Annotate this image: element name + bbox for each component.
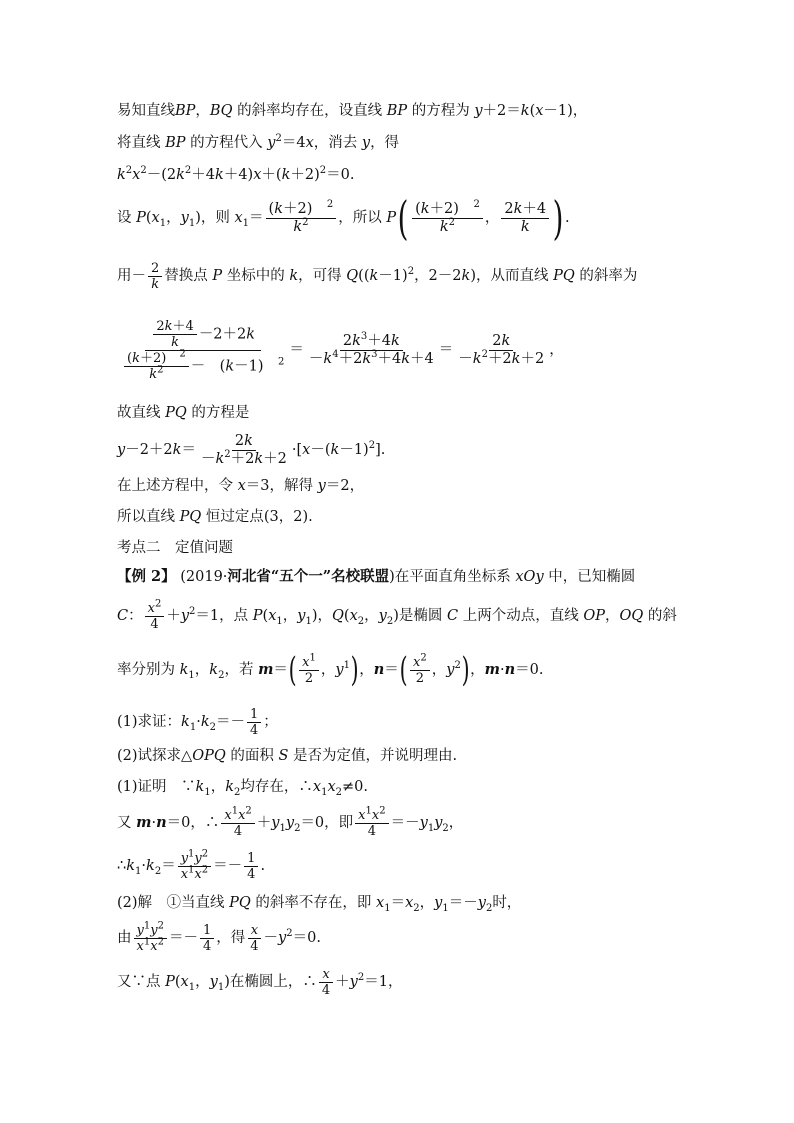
line-8: y－2＋2k＝ $\frac{2k}{-k^2+2k+2}$ $\cdot[x-(k-1)^2]$.: [117, 432, 386, 467]
line-5: 用－ $\frac{2}{k}$ 替换点 P 坐标中的 k，可得 $Q((k-1)^2$，2－2k)，从而直线 PQ 的斜率为: [117, 260, 638, 292]
fraction: $\frac{x}{4}$: [319, 967, 333, 998]
fraction: $\frac{(k+2) ^2}{k^2}$: [124, 351, 189, 382]
line-18: 又 m·n＝0，∴ $\frac{x^1x^2}{4}$ $+y_1y_2=0$，即 $\frac{x^1x^2}{4}$ $=-y_1y_2$，: [117, 805, 464, 839]
fraction: $\frac{(k+2) ^2}{k^2}$: [412, 201, 483, 236]
line-17: (1)证明 $\because k_1$，$k_2$均存在，$\therefore x_1x_2\ne 0$.: [117, 779, 368, 798]
fraction: $\frac{x}{4}$: [247, 923, 261, 954]
fraction: $\frac{2k}{-k^2+2k+2}$: [458, 332, 545, 367]
line-7: 故直线 PQ 的方程是: [117, 405, 250, 421]
fraction: $\frac{(k+2) ^2}{k^2}$: [266, 201, 337, 236]
fraction: $\frac{x^1x^2}{4}$: [221, 808, 254, 839]
fraction: $\frac{x^2}{2}$: [410, 655, 430, 686]
line-14: 率分别为 $k_1$，$k_2$，若 m＝( $\frac{x^1}{2}$ ，$y^1$)，n＝( $\frac{x^2}{2}$ ，$y^2$)，m·n＝0.: [117, 650, 544, 690]
line-9: 在上述方程中，令 x＝3，解得 y＝2，: [117, 478, 365, 494]
fraction: $\frac{2}{k}$: [148, 261, 162, 292]
line-21: 由 $\frac{y^1y^2}{x^1x^2}$ ＝－ $\frac{1}{4}$ ，得 $\frac{x}{4}$ $-y^2=0$.: [117, 920, 321, 954]
fraction: $\frac{x^2}{4}$: [145, 601, 165, 632]
example-2-header: 【例 2】 (2019·河北省“五个一”名校联盟)在平面直角坐标系 xOy 中，已知椭圆: [117, 568, 636, 585]
line-10: 所以直线 PQ 恒过定点(3，2).: [117, 509, 313, 525]
line-13: C： $\frac{x^2}{4}$ $+y^2=1$，点 $P(x_1$，$y_1$)，$Q(x_2$，$y_2$)是椭圆 C 上两个动点，直线 OP，OQ 的斜: [117, 598, 677, 632]
line-15: (1)求证：$k_1\cdot k_2=-$ $\frac{1}{4}$ ；: [117, 706, 278, 738]
fraction: $\frac{y^1y^2}{x^1x^2}$: [134, 923, 167, 954]
fraction: $\frac{1}{4}$: [200, 923, 214, 954]
section-heading: 考点二 定值问题: [117, 540, 233, 556]
fraction: $\frac{y^1y^2}{x^1x^2}$: [178, 851, 211, 882]
fraction: $\frac{2k}{-k^2+2k+2}$: [200, 432, 287, 467]
line-2: 将直线 BP 的方程代入 $y^2=4x$，消去 y，得: [117, 133, 400, 151]
fraction: $\frac{2k+4}{k}$: [153, 319, 196, 350]
fraction: $\frac{2k+4}{k}$: [501, 201, 549, 236]
fraction: $\frac{x^1}{2}$: [299, 655, 319, 686]
line-3: $k^2x^2-(2k^2+4k+4)x+(k+2)^2=0$.: [117, 165, 355, 183]
line-6-slope: $\frac{2k+4}{k}$ －2＋2k $\frac{(k+2) ^2}{k^2}$ － (k－1) $^2$ ＝ $\frac{2k^3+4k}{-k^4+2k^3+4k+4}$ ＝ $\frac{2k}{-k^2+2k+2}$ ，: [117, 312, 564, 388]
line-4: 设 $P(x_1$，$y_1$)，则 $x_1=$ $\frac{(k+2) ^2}{k^2}$ ，所以 P( $\frac{(k+2) ^2}{k^2}$ ， $\frac{2k+4}{k}$ ) .: [117, 191, 570, 245]
line-19: $\therefore k_1\cdot k_2=$ $\frac{y^1y^2}{x^1x^2}$ ＝－ $\frac{1}{4}$ .: [117, 848, 266, 882]
fraction: $\frac{1}{4}$: [247, 707, 261, 738]
line-20: (2)解 ①当直线 PQ 的斜率不存在，即 $x_1=x_2$，$y_1=-y_2$时，: [117, 895, 522, 914]
line-22: 又∵点 $P(x_1$，$y_1$)在椭圆上，∴ $\frac{x}{4}$ $+y^2=1$，: [117, 966, 403, 998]
fraction: $\frac{2k+4}{k}$ －2＋2k $\frac{(k+2) ^2}{k^2}$ － (k－1) $^2$: [119, 319, 287, 382]
fraction: $\frac{2k^3+4k}{-k^4+2k^3+4k+4}$: [308, 330, 434, 367]
line-16: (2)试探求△OPQ 的面积 S 是否为定值，并说明理由.: [117, 748, 458, 764]
fraction: $\frac{x^1x^2}{4}$: [355, 808, 388, 839]
fraction: $\frac{1}{4}$: [244, 851, 258, 882]
line-1: 易知直线BP，BQ 的斜率均存在，设直线 BP 的方程为 y＋2＝k(x－1)，: [117, 103, 588, 119]
